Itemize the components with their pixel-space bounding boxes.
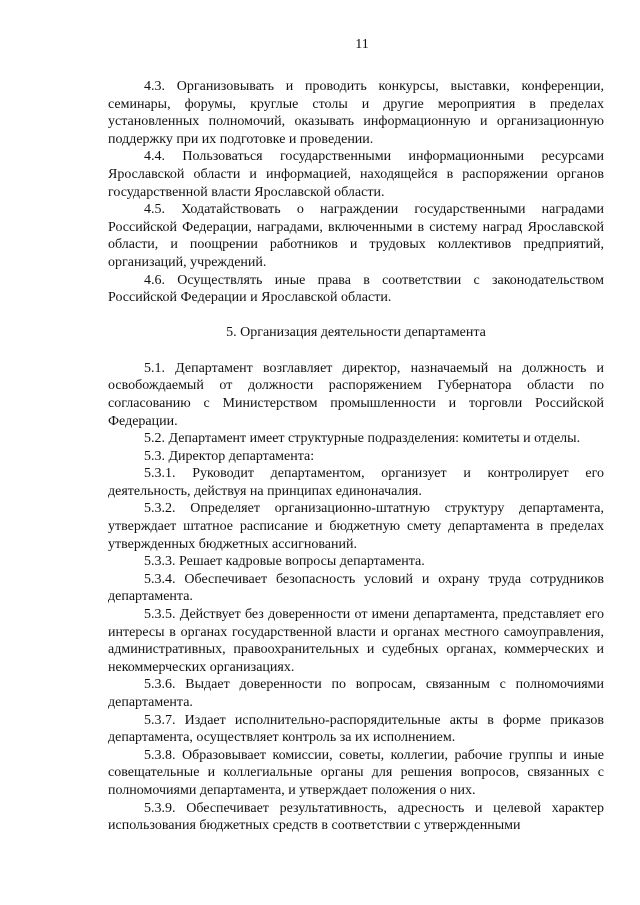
- paragraph-5-3-2: 5.3.2. Определяет организационно-штатную структуру департамента, утверждает штатное расписание и бюджетную смету департамента в пределах утвержденных бюджетных ассигнований.: [108, 501, 604, 552]
- paragraph-5-3-4: 5.3.4. Обеспечивает безопасность условий и охрану труда сотрудников департамента.: [108, 571, 604, 605]
- paragraph-4-5: 4.5. Ходатайствовать о награждении государственными наградами Российской Федерации, наградами, включенными в систему наград Ярославской области, и поощрении работников и трудовых коллективов предприятий, организаций, учреждений.: [108, 202, 604, 270]
- paragraph-5-3-7: 5.3.7. Издает исполнительно-распорядительные акты в форме приказов департамента, осуществляет контроль за их исполнением.: [108, 712, 604, 746]
- page-number: 11: [355, 37, 369, 52]
- section-4-body: [108, 78, 604, 307]
- paragraph-5-1: 5.1. Департамент возглавляет директор, назначаемый на должность и освобождаемый от должности распоряжением Губернатора области по согласованию с Министерством промышленности и торговли Российской Федерации.: [108, 360, 604, 429]
- section-5-heading: 5. Организация деятельности департамента: [226, 324, 486, 340]
- paragraph-5-3-1: 5.3.1. Руководит департаментом, организует и контролирует его деятельность, действуя на принципах единоначалия.: [108, 466, 604, 499]
- paragraph-5-3-3: 5.3.3. Решает кадровые вопросы департамента.: [144, 554, 425, 570]
- section-5-body: [108, 360, 604, 835]
- paragraph-4-3: 4.3. Организовывать и проводить конкурсы, выставки, конференции, семинары, форумы, круглые столы и другие мероприятия в пределах установленных полномочий, оказывать информационную и организационную поддержку при их подготовке и проведении.: [108, 79, 604, 147]
- paragraph-5-3: 5.3. Директор департамента:: [144, 448, 315, 464]
- paragraph-5-3-9: 5.3.9. Обеспечивает результативность, адресность и целевой характер использования бюджетных средств в соответствии с утвержденными: [108, 800, 604, 834]
- paragraph-5-3-6: 5.3.6. Выдает доверенности по вопросам, связанным с полномочиями департамента.: [108, 677, 604, 710]
- paragraph-5-3-5: 5.3.5. Действует без доверенности от имени департамента, представляет его интересы в органах государственной власти и органах местного самоуправления, административных, правоохранительных и судебных органах, коммерческих и некоммерческих организациях.: [108, 607, 604, 675]
- paragraph-5-3-8: 5.3.8. Образовывает комиссии, советы, коллегии, рабочие группы и иные совещательные и коллегиальные органы для решения вопросов, связанных с полномочиями департамента, и утверждает положения о них.: [108, 747, 604, 798]
- paragraph-5-2: 5.2. Департамент имеет структурные подразделения: комитеты и отделы.: [144, 431, 581, 447]
- paragraph-4-6: 4.6. Осуществлять иные права в соответствии с законодательством Российской Федерации и Ярославской области.: [108, 272, 604, 306]
- paragraph-4-4: 4.4. Пользоваться государственными информационными ресурсами Ярославской области и информацией, находящейся в распоряжении органов государственной власти Ярославской области.: [108, 149, 604, 200]
